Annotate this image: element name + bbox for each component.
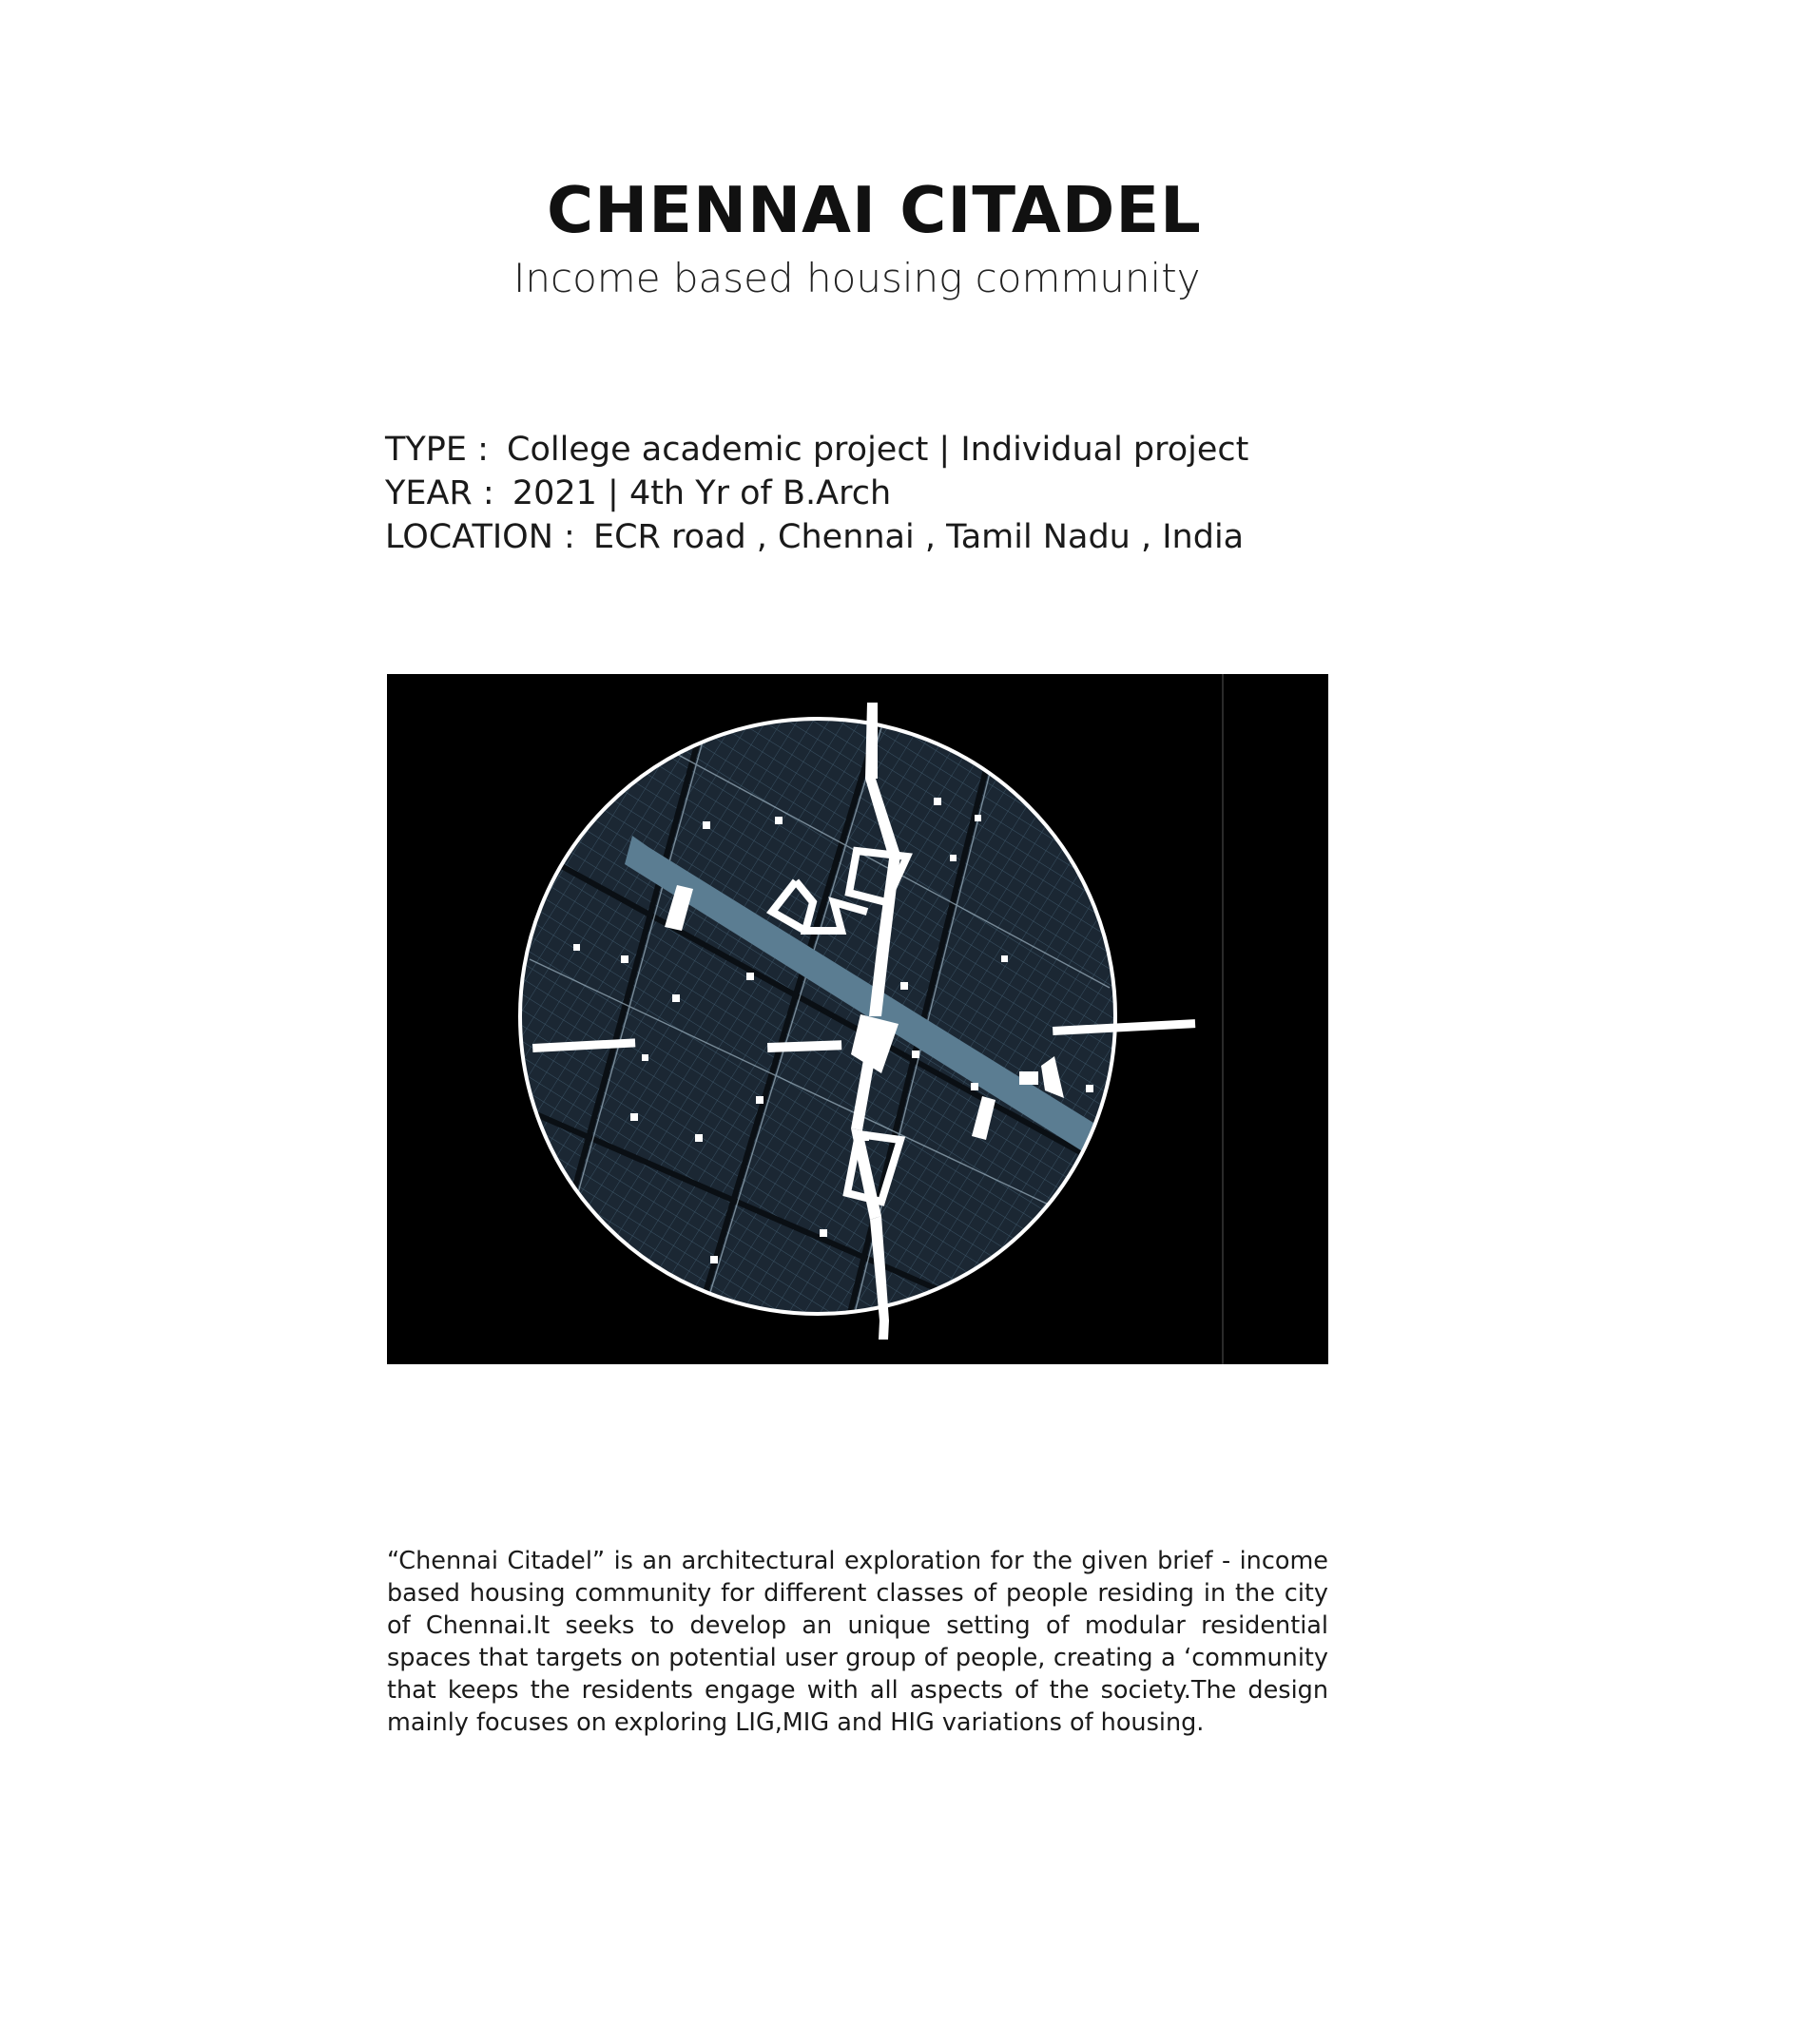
meta-location [385,515,1248,559]
meta-year [385,472,1248,515]
project-meta [385,428,1248,559]
meta-year-value: 2021 | 4th Yr of B.Arch [512,474,892,512]
site-concept-diagram [387,674,1328,1364]
meta-type [385,428,1248,472]
page-subtitle: Income based housing community [513,255,1201,301]
meta-location-value: ECR road , Chennai , Tamil Nadu , India [592,518,1245,556]
project-description: “Chennai Citadel” is an architectural exploration for the given brief - income based housing community for different classes of people residing in the city of Chennai.It seeks to develop an unique setting of modular residential spaces that targets on potential user group of people, creating a ‘community that keeps the residents engage with all aspects of the society.The design mainly focuses on exploring LIG,MIG and HIG variations of housing. [387,1547,1328,1737]
meta-location-label: LOCATION : [385,518,575,556]
page-title: CHENNAI CITADEL [547,173,1202,247]
meta-year-label: YEAR : [385,474,494,512]
meta-type-label: TYPE : [385,431,489,469]
site-map-disc [482,674,1167,1364]
meta-type-value: College academic project | Individual project [507,431,1249,469]
site-map-svg [387,674,1328,1364]
